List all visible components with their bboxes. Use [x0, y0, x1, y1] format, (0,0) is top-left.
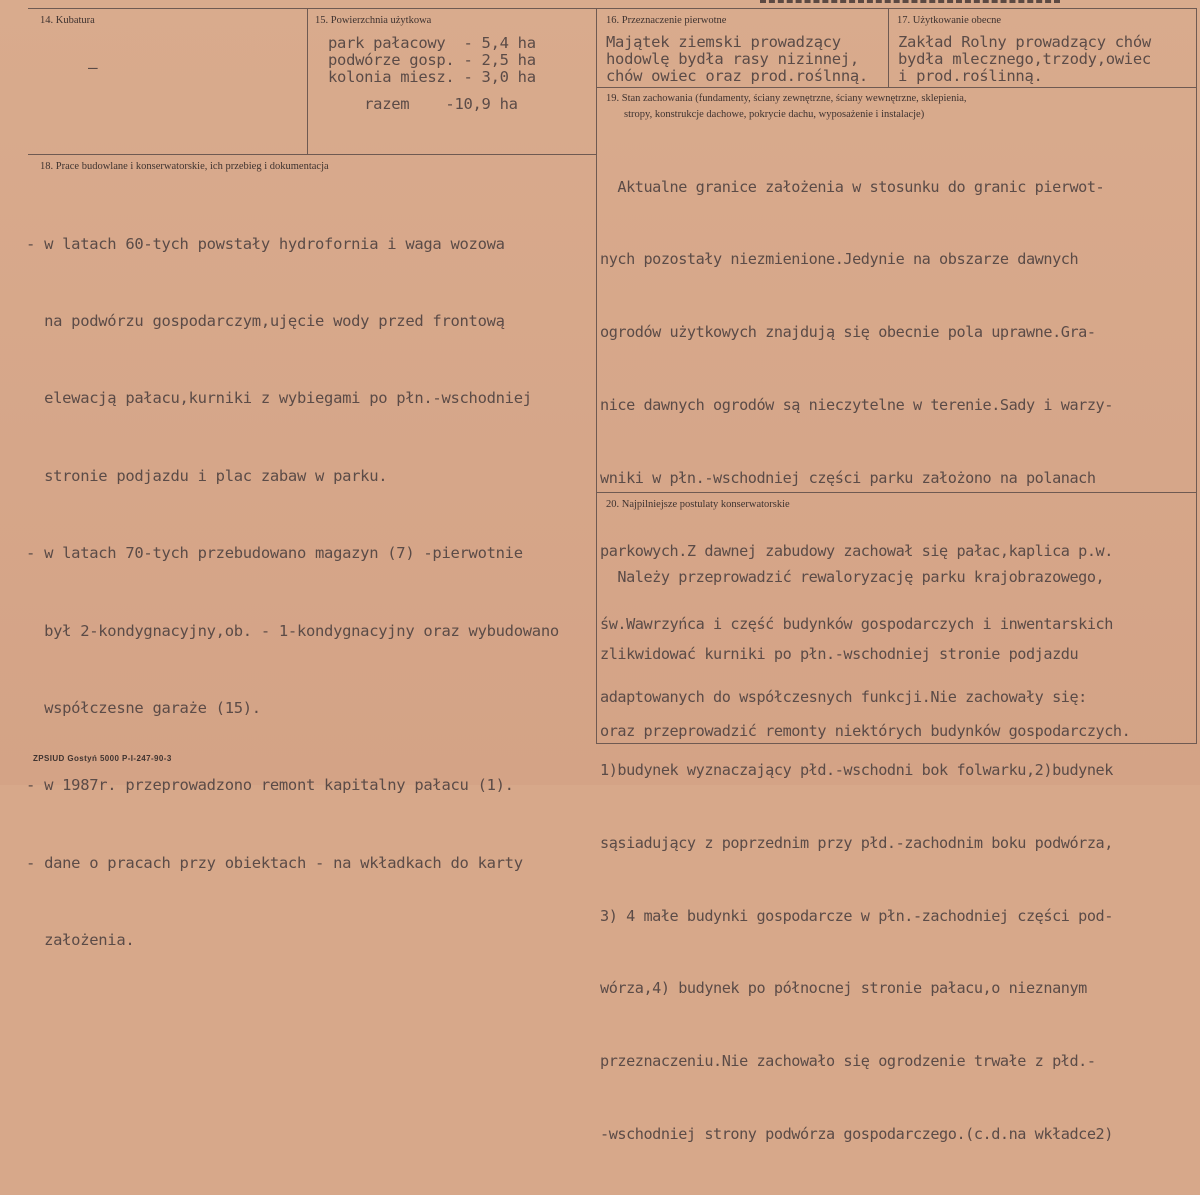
field-16-line-1: Majątek ziemski prowadzący: [606, 33, 841, 51]
field-19-line-4: nice dawnych ogrodów są nieczytelne w terenie.Sady i warzy-: [600, 396, 1113, 415]
field-18-line-9: - dane o pracach przy obiektach - na wkładkach do karty: [26, 853, 523, 872]
divider-16-17: [888, 8, 889, 88]
right-border: [1196, 8, 1197, 744]
field-19-line-9: 1)budynek wyznaczający płd.-wschodni bok folwarku,2)budynek: [600, 760, 1113, 779]
field-15-label: 15. Powierzchnia użytkowa: [315, 15, 432, 26]
field-20-label: 20. Najpilniejsze postulaty konserwatorskie: [606, 499, 790, 510]
field-19-line-8: adaptowanych do współczesnych funkcji.Nie zachowały się:: [600, 687, 1087, 706]
field-17-line-1: Zakład Rolny prowadzący chów: [898, 33, 1151, 51]
field-19-line-12: wórza,4) budynek po północnej stronie pałacu,o nieznanym: [600, 979, 1087, 998]
field-18-line-3: elewacją pałacu,kurniki z wybiegami po płn.-wschodniej: [26, 389, 532, 408]
field-15-line-3: kolonia miesz. - 3,0 ha: [328, 68, 536, 86]
field-15-line-2: podwórze gosp. - 2,5 ha: [328, 51, 536, 69]
field-19-line-5: wniki w płn.-wschodniej części parku założono na polanach: [600, 469, 1096, 488]
field-16-line-3: chów owiec oraz prod.roślnną.: [606, 67, 868, 85]
field-18-line-10: założenia.: [26, 931, 135, 950]
field-18-line-5: - w latach 70-tych przebudowano magazyn (7) -pierwotnie: [26, 544, 523, 563]
field-19-line-13: przeznaczeniu.Nie zachowało się ogrodzenie trwałe z płd.-: [600, 1052, 1096, 1071]
field-15-line-5: razem -10,9 ha: [328, 95, 518, 113]
field-19-line-14: -wschodniej strony podwórza gospodarczego.(c.d.na wkładce2): [600, 1125, 1113, 1144]
field-18-line-4: stronie podjazdu i plac zabaw w parku.: [26, 466, 388, 485]
field-19-label: 19. Stan zachowania (fundamenty, ściany zewnętrzne, ściany wewnętrzne, sklepienia,: [606, 93, 967, 104]
field-19-line-7: św.Wawrzyńca i część budynków gospodarczych i inwentarskich: [600, 614, 1113, 633]
field-16-label: 16. Przeznaczenie pierwotne: [606, 15, 727, 26]
field-18-line-7: współczesne garaże (15).: [26, 698, 261, 717]
top-border: [28, 8, 1197, 9]
field-18-label: 18. Prace budowlane i konserwatorskie, ich przebieg i dokumentacja: [40, 161, 329, 172]
field-14-label: 14. Kubatura: [40, 15, 95, 26]
field-19-line-10: sąsiadujący z poprzednim przy płd.-zachodnim boku podwórza,: [600, 833, 1113, 852]
top-edge-marks: [760, 0, 1060, 7]
field-20-line-2: zlikwidować kurniki po płn.-wschodniej stronie podjazdu: [600, 644, 1079, 663]
field-15-line-1: park pałacowy - 5,4 ha: [328, 34, 536, 52]
field-19-line-3: ogrodów użytkowych znajdują się obecnie pola uprawne.Gra-: [600, 323, 1096, 342]
divider-15-18: [28, 154, 597, 155]
field-16-line-2: hodowlę bydła rasy nizinnej,: [606, 50, 859, 68]
field-17-label: 17. Użytkowanie obecne: [897, 15, 1002, 26]
field-19-line-11: 3) 4 małe budynki gospodarcze w płn.-zachodniej części pod-: [600, 906, 1113, 925]
field-18-text: [26, 180, 559, 1006]
field-18-line-8: - w 1987r. przeprowadzono remont kapitalny pałacu (1).: [26, 776, 514, 795]
field-19-line-6: parkowych.Z dawnej zabudowy zachował się pałac,kaplica p.w.: [600, 542, 1113, 561]
field-20-line-3: oraz przeprowadzić remonty niektórych budynków gospodarczych.: [600, 722, 1131, 741]
field-20-text: [600, 513, 1130, 797]
print-code: ZPSIUD Gostyń 5000 P-I-247-90-3: [33, 754, 172, 763]
field-18-line-6: był 2-kondygnacyjny,ob. - 1-kondygnacyjny oraz wybudowano: [26, 621, 559, 640]
field-18-line-2: na podwórzu gospodarczym,ujęcie wody przed frontową: [26, 311, 505, 330]
field-17-line-3: i prod.roślinną.: [898, 67, 1043, 85]
field-19-line-1: Aktualne granice założenia w stosunku do granic pierwot-: [600, 177, 1105, 196]
divider-left-right: [596, 8, 597, 744]
field-19-label-cont: stropy, konstrukcje dachowe, pokrycie dachu, wyposażenie i instalacje): [624, 109, 925, 120]
field-18-line-1: - w latach 60-tych powstały hydrofornia i waga wozowa: [26, 234, 505, 253]
divider-16-19: [596, 87, 1197, 88]
field-20-line-1: Należy przeprowadzić rewaloryzację parku krajobrazowego,: [600, 567, 1105, 586]
field-19-line-2: nych pozostały niezmienione.Jedynie na obszarze dawnych: [600, 250, 1079, 269]
field-17-line-2: bydła mlecznego,trzody,owiec: [898, 50, 1151, 68]
field-14-value: —: [88, 58, 98, 77]
divider-14-15: [307, 8, 308, 154]
